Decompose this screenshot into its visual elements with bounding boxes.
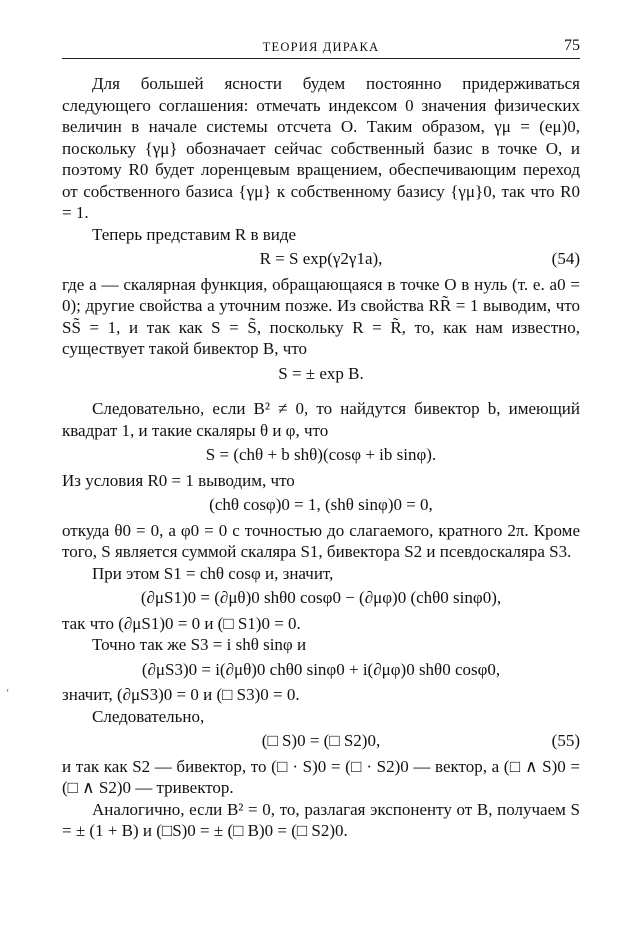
paragraph-therefore: Следовательно, [92, 706, 205, 726]
paragraph-scalar-function: где a — скалярная функция, обращающаяся в точке O в нуль (т. е. a0 = 0); другие свойства a уточним позже. Из свойства RR̃ = 1 выводим, что SS̃ = 1, и так как S = S̃, поскольку R = R̃, то, как нам известно, существует такой бивектор B, что [62, 274, 580, 358]
equation-ds3 [62, 659, 580, 681]
paragraph-s2-bivector: и так как S2 — бивектор, то (□ · S)0 = (□ · S2)0 — вектор, а (□ ∧ S)0 = (□ ∧ S2)0 — тривектор. [62, 756, 580, 797]
paragraph-ds3-zero: значит, (∂μS3)0 = 0 и (□ S3)0 = 0. [62, 685, 300, 704]
equation-conditions [62, 494, 580, 516]
equation-55-body: (□ S)0 = (□ S2)0, [261, 731, 381, 750]
equation-55-number: (55) [551, 731, 580, 750]
equation-exp-b-body: S = ± exp B. [278, 363, 364, 383]
equation-54-number: (54) [551, 249, 580, 268]
equation-ds3-body: (∂μS3)0 = i(∂μθ)0 chθ0 sinφ0 + i(∂μφ)0 shθ0 cosφ0, [141, 659, 501, 679]
margin-mark: ʻ [6, 688, 10, 699]
equation-conditions-body: (chθ cosφ)0 = 1, (shθ sinφ)0 = 0, [209, 495, 433, 514]
equation-54-body: R = S exp(γ2γ1a), [259, 249, 383, 268]
equation-ds1 [62, 587, 580, 609]
running-title: ТЕОРИЯ ДИРАКА [262, 40, 380, 54]
equation-54 [62, 248, 580, 270]
paragraph-ds1-zero: так что (∂μS1)0 = 0 и (□ S1)0 = 0. [62, 613, 301, 633]
equation-s-decomposition-body: S = (chθ + b shθ)(cosφ + ib sinφ). [205, 445, 437, 464]
equation-s-decomposition [62, 444, 580, 466]
equation-55 [62, 730, 580, 752]
paragraph-analogously: Аналогично, если B² = 0, то, разлагая экспоненту от B, получаем S = ± (1 + B) и (□S)0 = ± (□ B)0 = (□ S2)0. [62, 799, 580, 840]
header-rule [62, 58, 580, 59]
paragraph-s1: При этом S1 = chθ cosφ и, значит, [92, 563, 334, 583]
paragraph-s3: Точно так же S3 = i shθ sinφ и [92, 635, 307, 654]
body-text [62, 73, 580, 842]
paragraph-theta-phi: откуда θ0 = 0, а φ0 = 0 с точностью до слагаемого, кратного 2π. Кроме того, S является суммой скаляра S1, бивектора S2 и псевдоскаляра S3. [62, 520, 580, 561]
page-header [62, 34, 580, 54]
paragraph-represent: Теперь представим R в виде [92, 224, 297, 244]
equation-ds1-body: (∂μS1)0 = (∂μθ)0 shθ0 cosφ0 − (∂μφ)0 (chθ0 sinφ0), [140, 588, 502, 607]
paragraph-condition: Из условия R0 = 1 выводим, что [62, 470, 295, 490]
paragraph-convention: Для большей ясности будем постоянно придерживаться следующего соглашения: отмечать индексом 0 значения физических величин в начале системы отсчета O. Таким образом, γμ = (eμ)0, поскольку {γμ} обозначает сейчас собственный базис в точке O, и поэтому R0 будет лоренцевым вращением, обеспечивающим переход от собственного базиса {γμ} к собственному базису {γμ}0, так что R0 = 1. [62, 74, 580, 222]
paragraph-bivector: Следовательно, если B² ≠ 0, то найдутся бивектор b, имеющий квадрат 1, и такие скаляры θ и φ, что [62, 399, 580, 440]
equation-exp-b [62, 363, 580, 385]
page-number: 75 [564, 37, 580, 54]
